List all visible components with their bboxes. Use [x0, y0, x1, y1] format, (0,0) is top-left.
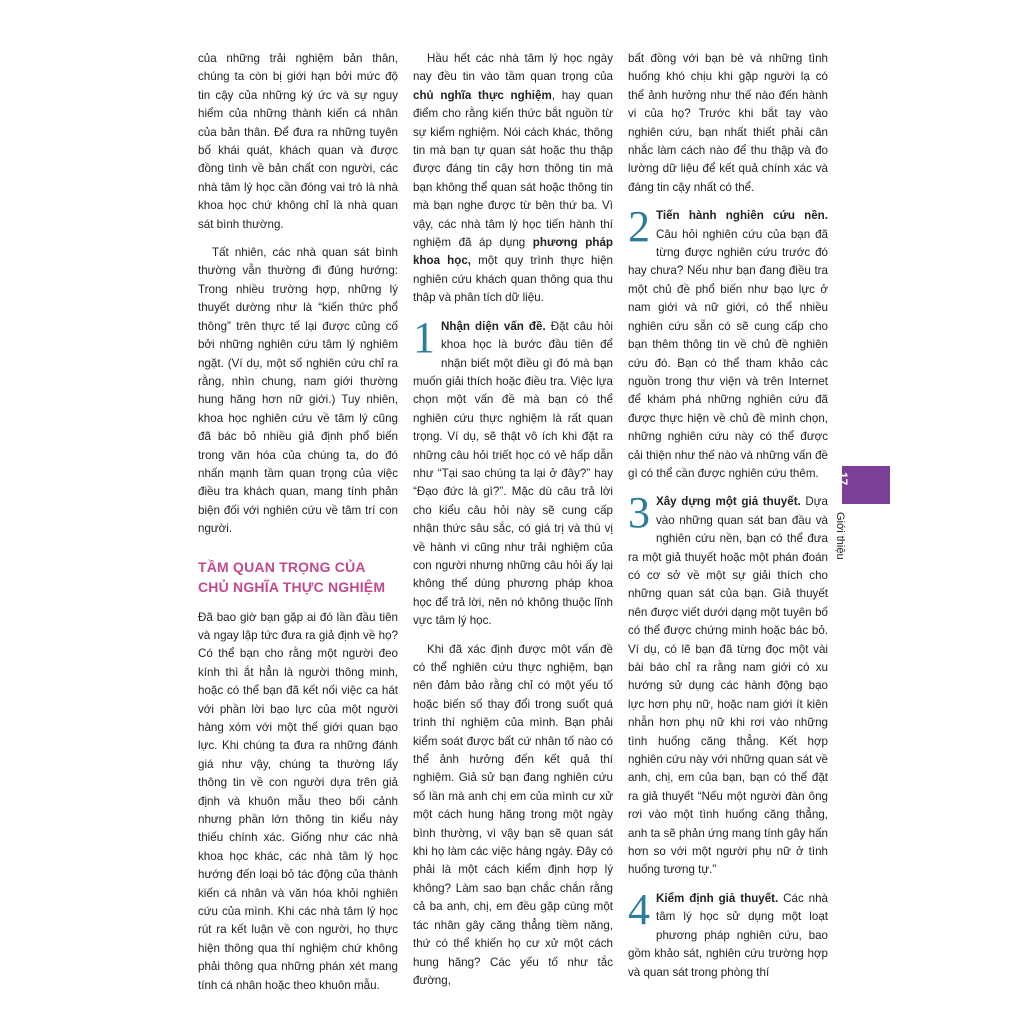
step-number: 1	[413, 312, 435, 362]
step-number: 4	[628, 884, 650, 934]
section-heading: TẦM QUAN TRỌNG CỦA CHỦ NGHĨA THỰC NGHIỆM	[198, 558, 386, 595]
step-title: Tiến hành nghiên cứu nền.	[656, 209, 828, 223]
step-1	[413, 312, 613, 631]
bold-term: chủ nghĩa thực nghiệm	[413, 88, 552, 102]
paragraph	[413, 50, 613, 308]
column-2	[413, 50, 613, 1000]
text: Hầu hết các nhà tâm lý học ngày nay đều tin vào tầm quan trọng của	[413, 52, 613, 84]
paragraph: Tất nhiên, các nhà quan sát bình thường vẫn thường đi đúng hướng: Trong nhiều trường hợp, những lý thuyết dường như là “kiến thức phổ thông” trên thực tế lại được củng cố bởi những nghiên cứu tâm lý nghiêm ngặt. (Ví dụ, một số nghiên cứu chỉ ra rằng, nhìn chung, nam giới thường hung hăng hơn nữ giới.) Tuy nhiên, khoa học nghiên cứu về tâm lý cũng đã bác bỏ nhiều giả định phổ biến trong văn hóa của chúng ta, do đó nhấn mạnh tầm quan trọng của việc điều tra khách quan, mang tính phản biện đối với nghiên cứu về tâm trí con người.	[198, 246, 398, 536]
text: một quy trình thực hiện nghiên cứu khách quan thông qua thu thập và phân tích dữ liệu.	[413, 254, 613, 305]
step-title: Nhận diện vấn đề.	[441, 319, 546, 333]
step-text: Dựa vào những quan sát ban đầu và nghiên cứu nền, bạn có thể đưa ra một giả thuyết hoặc một phán đoán có cơ sở về một sự giải thích cho những quan sát của bạn. Giả thuyết nên được viết dưới dạng một tuyên bố có thể được chứng minh hoặc bác bỏ. Ví dụ, có lẽ bạn đã từng đọc một vài bài báo chỉ ra rằng nam giới có xu hướng sử dụng các hành động bạo lực hơn phụ nữ, hoặc nam giới ít kiên nhẫn hơn phụ nữ khi rơi vào những tình huống căng thẳng. Kết hợp nghiên cứu này với những quan sát về anh, chị, em của bạn, bạn có thể đặt ra giả thuyết “Nếu một người đàn ông rơi vào một tình huống căng thẳng, anh ta sẽ phản ứng mang tính gây hấn hơn so với một người phụ nữ ở tình huống tương tự.”	[628, 495, 828, 877]
paragraph: bất đồng với bạn bè và những tình huống khó chịu khi gặp người lạ có thể ảnh hưởng như thế nào đến hành vi của họ? Trước khi bắt tay vào nghiên cứu, bạn nhất thiết phải cân nhắc làm cách nào để thu thập và đo lường dữ liệu để kết quả chính xác và đáng tin cậy nhất có thể.	[628, 52, 828, 194]
step-4	[628, 884, 828, 982]
column-3	[628, 50, 828, 992]
paragraph: Khi đã xác định được một vấn đề có thể nghiên cứu thực nghiệm, bạn nên đảm bảo rằng chỉ có một yếu tố hoặc biến số thay đổi trong suốt quá trình thí nghiệm của mình. Bạn phải kiểm soát được bất cứ nhân tố nào có thể ảnh hưởng đến kết quả thí nghiệm. Giả sử bạn đang nghiên cứu số lần mà anh chị em của mình cư xử một cách hung hăng trong một ngày bình thường, vì vậy bạn sẽ quan sát khi họ làm các việc hàng ngày. Đây có phải là một cách kiểm định hợp lý không? Làm sao bạn chắc chắn rằng cả ba anh, chị, em đều gặp cùng một tác nhân gây căng thẳng tiềm năng, thứ có thể khiến họ cư xử một cách hung hăng? Các yếu tố như tắc đường,	[413, 642, 613, 987]
column-1	[198, 50, 398, 1005]
step-title: Xây dựng một giả thuyết.	[656, 495, 801, 509]
text: , hay quan điểm cho rằng kiến thức bắt nguồn từ sự kiểm nghiệm. Nói cách khác, thông tin mà bạn tự quan sát hoặc thu thập được đáng tin cậy hơn thông tin mà bạn không thể quan sát hoặc thông tin mà bạn nghe được từ bên thứ ba. Vì vậy, các nhà tâm lý học tiến hành thí nghiệm đã áp dụng	[413, 88, 614, 250]
chapter-label: Giới thiệu	[834, 512, 846, 560]
step-text: Câu hỏi nghiên cứu của bạn đã từng được nghiên cứu trước đó hay chưa? Nếu như bạn đang điều tra một chủ đề phổ biến như bạo lực ở nam giới và nữ giới, có thể nhiều nghiên cứu sẵn có sẽ cung cấp cho bạn thêm thông tin về chủ đề nghiên cứu đó. Bạn có thể tham khảo các nguồn trong thư viện và trên Internet để khám phá những nghiên cứu đã được thực hiện về chủ đề mình chọn, những nghiên cứu này có thể được cải thiện như thế nào và những vấn đề gì có thể cần được nghiên cứu thêm.	[628, 227, 828, 480]
bold-term: phương pháp khoa học,	[413, 236, 613, 268]
step-title: Kiểm định giả thuyết.	[656, 891, 779, 905]
step-number: 3	[628, 488, 650, 538]
paragraph: của những trải nghiệm bản thân, chúng ta còn bị giới hạn bởi mức độ tin cậy của những ký ức và sự nguy hiểm của những thành kiến cá nhân của bản thân. Để đưa ra những tuyên bố khái quát, khách quan và được đồng tình về bản chất con người, các nhà tâm lý học cần đóng vai trò là nhà khoa học chứ không chỉ là nhà quan sát bình thường.	[198, 52, 398, 231]
paragraph: Đã bao giờ bạn gặp ai đó lần đầu tiên và ngay lập tức đưa ra giả định về họ? Có thể bạn cho rằng một người đeo kính thì ắt hẳn là người thông minh, hoặc có thể bạn đã kết nối việc ca hát với phần lời bạo lực của một người hàng xóm với một thế giới quan bạo lực. Khi chúng ta đưa ra những đánh giá như vậy, chúng ta thường lấy thông tin về con người dựa trên giả định và khuôn mẫu theo bối cảnh nhưng phần lớn thông tin kiểu này thiếu chính xác. Giống như các nhà khoa học khác, các nhà tâm lý học hướng đến loại bỏ tác động của thành kiến cá nhân và văn hóa khỏi nghiên cứu của mình. Khi các nhà tâm lý học rút ra kết luận về con người, họ thực hiện thông qua thí nghiệm chứ không phải thông qua những phán xét mang tính cá nhân hoặc theo khuôn mẫu.	[198, 610, 398, 992]
step-text: Đặt câu hỏi khoa học là bước đầu tiên để nhận biết một điều gì đó mà bạn muốn giải thích hoặc điều tra. Việc lựa chọn một vấn đề mà bạn có thể nghiên cứu thực nghiệm là rất quan trọng. Ví dụ, sẽ thật vô ích khi đặt ra những câu hỏi triết học có vẻ hấp dẫn như “Tại sao chúng ta lại ở đây?” hay “Đạo đức là gì?”. Mặc dù câu trả lời cho kiểu câu hỏi này sẽ cung cấp nhận thức sâu sắc, có giá trị và thú vị về hành vi cũng như trải nghiệm của con người nhưng những câu hỏi ấy lại không thể dùng phương pháp khoa học để trả lời, nên nó không thuộc lĩnh vực tâm lý học.	[413, 319, 613, 628]
step-number: 2	[628, 202, 650, 252]
page-number: 17	[836, 472, 850, 486]
step-2	[628, 202, 828, 483]
step-3	[628, 488, 828, 880]
step-text: Các nhà tâm lý học sử dụng một loạt phương pháp nghiên cứu, bao gồm khảo sát, nghiên cứu trường hợp và quan sát trong phòng thí	[628, 891, 828, 979]
